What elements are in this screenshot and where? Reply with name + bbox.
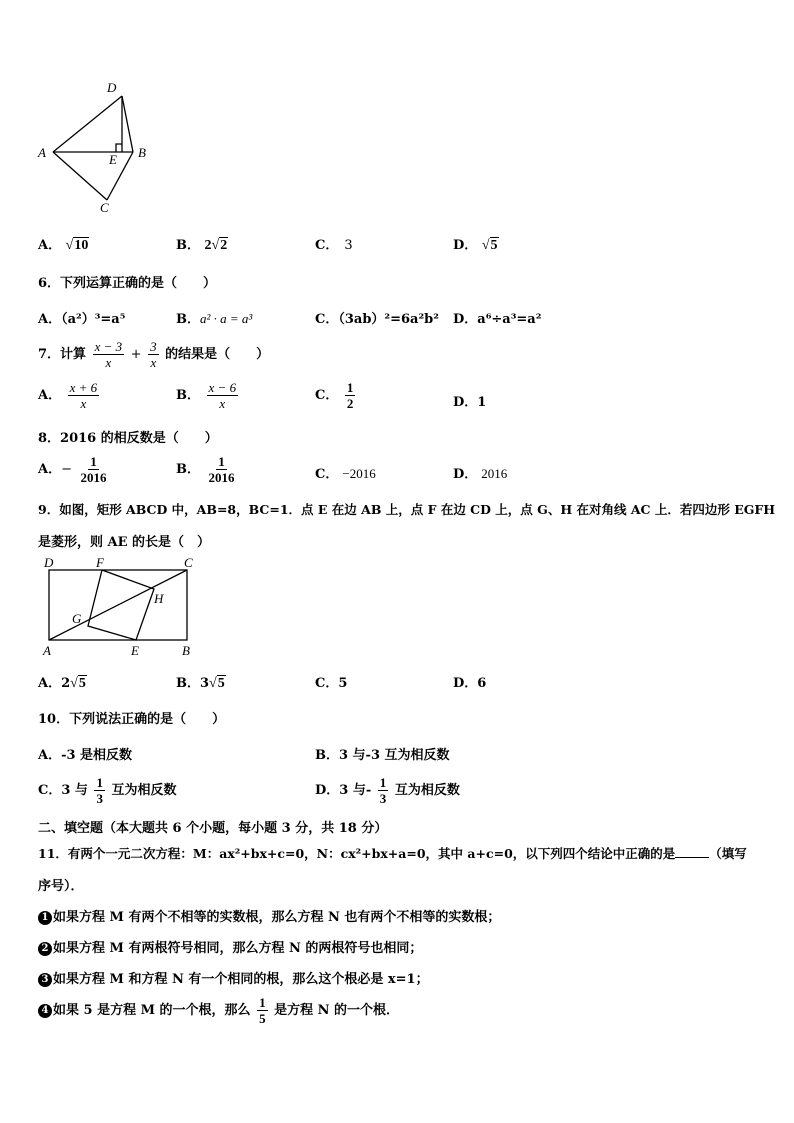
answer-blank[interactable] [675, 845, 709, 858]
q6-option-c: C．（3ab）²=6a²b² [315, 312, 439, 327]
q10-option-b: B．3 与-3 互为相反数 [315, 748, 450, 763]
q8-option-d: D． 2016 [453, 466, 508, 482]
q7-option-d: D．1 [453, 395, 487, 410]
label-G: G [72, 611, 82, 626]
label-C: C [100, 200, 109, 215]
q7-option-a: A． $\frac{x + 6}{x}$ [38, 380, 98, 411]
q10-option-c: C．3 与 $\frac{1}{3}$ 互为相反数 [38, 775, 177, 806]
q11-item-2: 2 如果方程 M 有两根符号相同，那么方程 N 的两根符号也相同； [38, 937, 422, 956]
label-A: A [38, 145, 46, 160]
label-B: B [182, 643, 190, 658]
label-C: C [184, 555, 193, 570]
q7-option-b: B． $\frac{x - 6}{x}$ [176, 380, 237, 411]
label-F: F [96, 555, 104, 570]
q5-option-a: A． √10 [38, 238, 89, 253]
q5-option-d: D． √5 [453, 238, 498, 253]
figure-quadrilateral-adbc [30, 78, 160, 218]
q11-stem-line2: 序号）． [38, 879, 84, 894]
label-B: B [138, 145, 146, 160]
q11-item-3: 3 如果方程 M 和方程 N 有一个相同的根，那么这个根必是 x=1； [38, 968, 429, 987]
q5-option-b: B． 2√2 [176, 238, 228, 253]
q9-option-a: A．2√5 [38, 676, 86, 691]
q7-stem: 7．计算 $\frac{x - 3}{x}$ + $\frac{3}{x}$ 的结果是（ ） [38, 339, 270, 370]
label-D: D [44, 555, 54, 570]
sqrt-symbol: √10 [65, 238, 89, 253]
label-H: H [154, 591, 164, 606]
q8-stem: 8．2016 的相反数是（ ） [38, 431, 218, 446]
q7-option-c: C． $\frac{1}{2}$ [315, 380, 354, 411]
q6-stem: 6．下列运算正确的是（ ） [38, 276, 217, 291]
q9-option-d: D．6 [453, 676, 487, 691]
q9-stem-line2: 是菱形，则 AE 的长是（ ） [38, 535, 211, 550]
q5-option-c: C． 3 [315, 238, 353, 253]
section-heading: 二、填空题（本大题共 6 个小题，每小题 3 分，共 18 分） [38, 821, 388, 836]
figure-rectangle-rhombus [36, 555, 206, 660]
q10-option-a: A．-3 是相反数 [38, 748, 133, 763]
q9-option-c: C．5 [315, 676, 348, 691]
q11-stem-line1: 11．有两个一元二次方程：M：ax²+bx+c=0，N：cx²+bx+a=0，其中 a+c=0，以下列四个结论中正确的是 （填写 [38, 846, 747, 861]
q9-option-b: B．3√5 [176, 676, 225, 691]
label-E: E [109, 152, 117, 167]
q8-option-b: B． $\frac{1}{2016}$ [176, 454, 235, 485]
q6-option-b: B．a² · a = a³ [176, 311, 253, 327]
q6-option-d: D．a⁶÷a³=a² [453, 312, 542, 327]
label-A: A [43, 643, 51, 658]
label-D: D [107, 80, 117, 95]
q11-item-4: 4 如果 5 是方程 M 的一个根，那么 $\frac{1}{5}$ 是方程 N 的一个根． [38, 995, 399, 1026]
label-E: E [131, 643, 139, 658]
q8-option-c: C． −2016 [315, 466, 376, 482]
q11-item-1: 1 如果方程 M 有两个不相等的实数根，那么方程 N 也有两个不相等的实数根； [38, 906, 500, 925]
q10-stem: 10．下列说法正确的是（ ） [38, 712, 226, 727]
q9-stem-line1: 9．如图，矩形 ABCD 中，AB=8，BC=1．点 E 在边 AB 上，点 F 在边 CD 上，点 G、H 在对角线 AC 上．若四边形 EGFH [38, 502, 776, 517]
q6-option-a: A．（a²）³=a⁵ [38, 312, 126, 327]
q8-option-a: A．− $\frac{1}{2016}$ [38, 454, 107, 485]
q10-option-d: D．3 与- $\frac{1}{3}$ 互为相反数 [315, 775, 460, 806]
